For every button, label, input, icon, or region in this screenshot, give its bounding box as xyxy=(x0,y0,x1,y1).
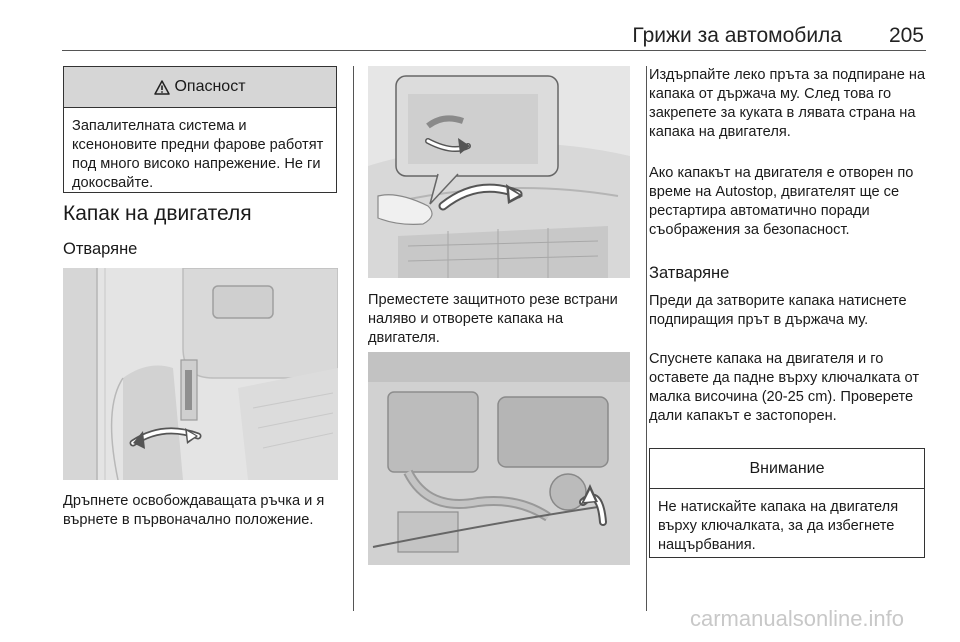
caution-notice xyxy=(649,448,925,558)
caution-text: Не натискайте капака на двигателя върху ключалката, за да избегнете нащърбвания. xyxy=(658,499,899,553)
header-divider xyxy=(62,50,926,51)
column-divider-left xyxy=(353,66,354,611)
opening-title: Отваряне xyxy=(63,240,138,258)
caution-header: Внимание xyxy=(650,449,924,489)
closing-text-1: Преди да затворите капака натиснете подпиращия прът в държача му. xyxy=(649,293,907,328)
closing-text-2: Спуснете капака на двигателя и го оставете да падне върху ключалката от малка височина (20-25 cm). Проверете дали капакът е застопорен. xyxy=(649,351,919,424)
pull-handle-caption: Дръпнете освобождаващата ръчка и я върнете в първоначално положение. xyxy=(63,493,325,528)
section-title: Капак на двигателя xyxy=(63,202,252,225)
page-header xyxy=(0,0,960,50)
engine-bay-illustration xyxy=(368,352,630,565)
warning-triangle-icon xyxy=(154,80,170,95)
page-title: Грижи за автомобила xyxy=(632,24,842,47)
danger-header xyxy=(64,67,336,108)
column-divider-right xyxy=(646,66,647,611)
prop-rod-text: Издърпайте леко пръта за подпиране на капака от държача му. След това го закрепете за куката в лявата страна на капака на двигателя. xyxy=(649,67,926,140)
release-handle-figure xyxy=(63,268,338,480)
engine-bay-figure xyxy=(368,352,630,565)
bonnet-lever-illustration xyxy=(368,66,630,278)
closing-title: Затваряне xyxy=(649,264,730,282)
bonnet-lever-figure xyxy=(368,66,630,278)
danger-title: Опасност xyxy=(174,78,246,95)
watermark: carmanualsonline.info xyxy=(690,606,905,631)
danger-notice xyxy=(63,66,337,193)
danger-text: Запалителната система и ксеноновите предни фарове работят под много високо напрежение. Не ги докосвайте. xyxy=(72,118,324,191)
autostop-text: Ако капакът на двигателя е отворен по време на Autostop, двигателят ще се рестартира автоматично поради съображения за безопасност. xyxy=(649,165,914,238)
lever-caption: Преместете защитното резе встрани наляво и отворете капака на двигателя. xyxy=(368,292,618,346)
page-number: 205 xyxy=(888,24,924,47)
release-handle-illustration xyxy=(63,268,338,480)
